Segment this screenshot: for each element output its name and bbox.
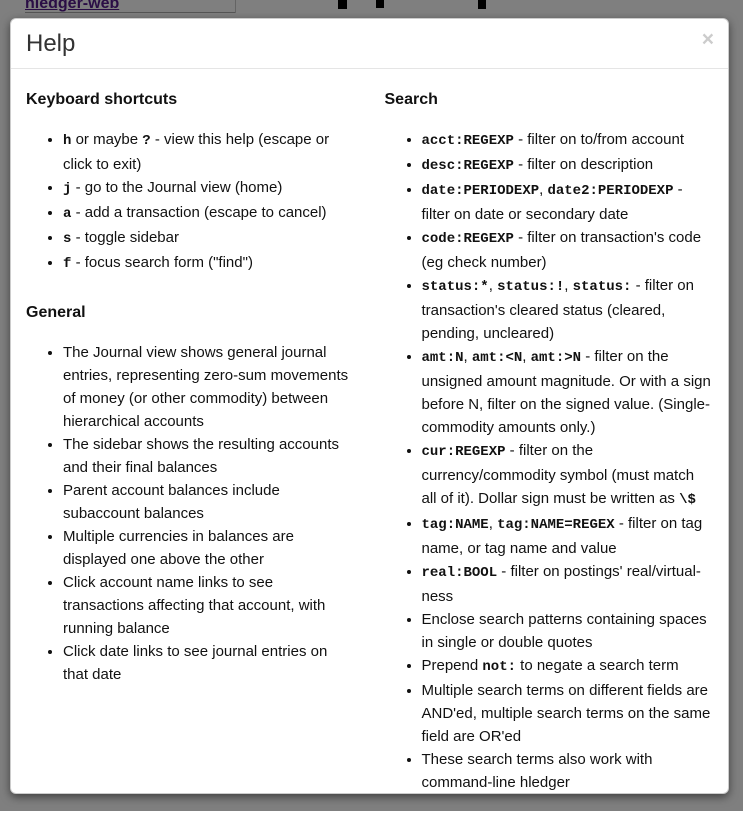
- help-list-item: • status:*, status:!, status: - filter on transaction's cleared status (cleared, pending, uncleared): [422, 274, 714, 345]
- code-term: status:*: [421, 279, 489, 296]
- code-term: tag:NAME=REGEX: [497, 517, 615, 534]
- code-term: date2:PERIODEXP: [547, 183, 674, 200]
- section-heading: Search: [384, 91, 438, 108]
- help-list-item: • a - add a transaction (escape to cancel): [63, 201, 355, 226]
- help-list-item: • f - focus search form ("find"): [63, 251, 355, 276]
- code-term: tag:NAME: [421, 517, 489, 534]
- help-list-item: • date:PERIODEXP, date2:PERIODEXP - filter on date or secondary date: [422, 178, 714, 226]
- help-list-item: • acct:REGEXP - filter on to/from account: [422, 128, 714, 153]
- code-term: f: [63, 256, 72, 273]
- close-icon[interactable]: ×: [701, 28, 714, 51]
- code-term: status:!: [497, 279, 565, 296]
- help-list: [26, 341, 355, 686]
- code-term: desc:REGEXP: [421, 158, 514, 175]
- help-list-item: • j - go to the Journal view (home): [63, 176, 355, 201]
- section-heading: General: [26, 304, 86, 322]
- help-list-item: • code:REGEXP - filter on transaction's code (eg check number): [422, 226, 714, 274]
- code-term: a: [63, 206, 72, 223]
- code-term: ?: [142, 133, 151, 150]
- help-modal: [10, 18, 729, 794]
- help-list-item: • cur:REGEXP - filter on the currency/commodity symbol (must match all of it). Dollar sign must be written as \$: [422, 439, 714, 512]
- code-term: status:: [572, 279, 632, 296]
- code-term: s: [63, 231, 72, 248]
- help-list-item: • These search terms also work with command-line hledger: [422, 748, 714, 794]
- code-term: acct:REGEXP: [421, 133, 514, 150]
- help-list-item: • tag:NAME, tag:NAME=REGEX - filter on tag name, or tag name and value: [422, 512, 714, 560]
- code-term: amt:N: [421, 350, 464, 367]
- help-list: [385, 128, 714, 794]
- code-term: date:PERIODEXP: [421, 183, 540, 200]
- help-list-item: • Multiple currencies in balances are displayed one above the other: [63, 525, 355, 571]
- code-term: amt:>N: [530, 350, 582, 367]
- help-list-item: • amt:N, amt:<N, amt:>N - filter on the unsigned amount magnitude. Or with a sign before N, filter on the signed value. (Single-commodity amounts only.): [422, 345, 714, 439]
- code-term: code:REGEXP: [421, 231, 514, 248]
- modal-title: Help: [26, 30, 76, 57]
- help-list-item: • Click account name links to see transactions affecting that account, with running balance: [63, 571, 355, 640]
- code-term: not:: [482, 659, 516, 676]
- help-list: [26, 128, 355, 276]
- help-column-left: [26, 90, 355, 804]
- code-term: \$: [679, 492, 696, 509]
- code-term: real:BOOL: [421, 565, 498, 582]
- code-term: amt:<N: [471, 350, 523, 367]
- help-list-item: • real:BOOL - filter on postings' real/virtual-ness: [422, 560, 714, 608]
- help-column-right: [385, 90, 714, 804]
- section-heading: Keyboard shortcuts: [26, 91, 178, 108]
- help-list-item: • s - toggle sidebar: [63, 226, 355, 251]
- help-list-item: • Prepend not: to negate a search term: [422, 654, 714, 679]
- help-list-item: • Multiple search terms on different fields are AND'ed, multiple search terms on the same field are OR'ed: [422, 679, 714, 748]
- code-term: cur:REGEXP: [421, 444, 506, 461]
- help-list-item: • The sidebar shows the resulting accounts and their final balances: [63, 433, 355, 479]
- code-term: j: [63, 181, 72, 198]
- help-list-item: • The Journal view shows general journal entries, representing zero-sum movements of money (or other commodity) between hierarchical accounts: [63, 341, 355, 433]
- help-list-item: • desc:REGEXP - filter on description: [422, 153, 714, 178]
- modal-body: [11, 69, 728, 819]
- help-list-item: • h or maybe ? - view this help (escape or click to exit): [63, 128, 355, 176]
- modal-header: [11, 19, 728, 69]
- help-list-item: • Click date links to see journal entries on that date: [63, 640, 355, 686]
- help-list-item: • Parent account balances include subaccount balances: [63, 479, 355, 525]
- code-term: h: [63, 133, 72, 150]
- help-list-item: • Enclose search patterns containing spaces in single or double quotes: [422, 608, 714, 654]
